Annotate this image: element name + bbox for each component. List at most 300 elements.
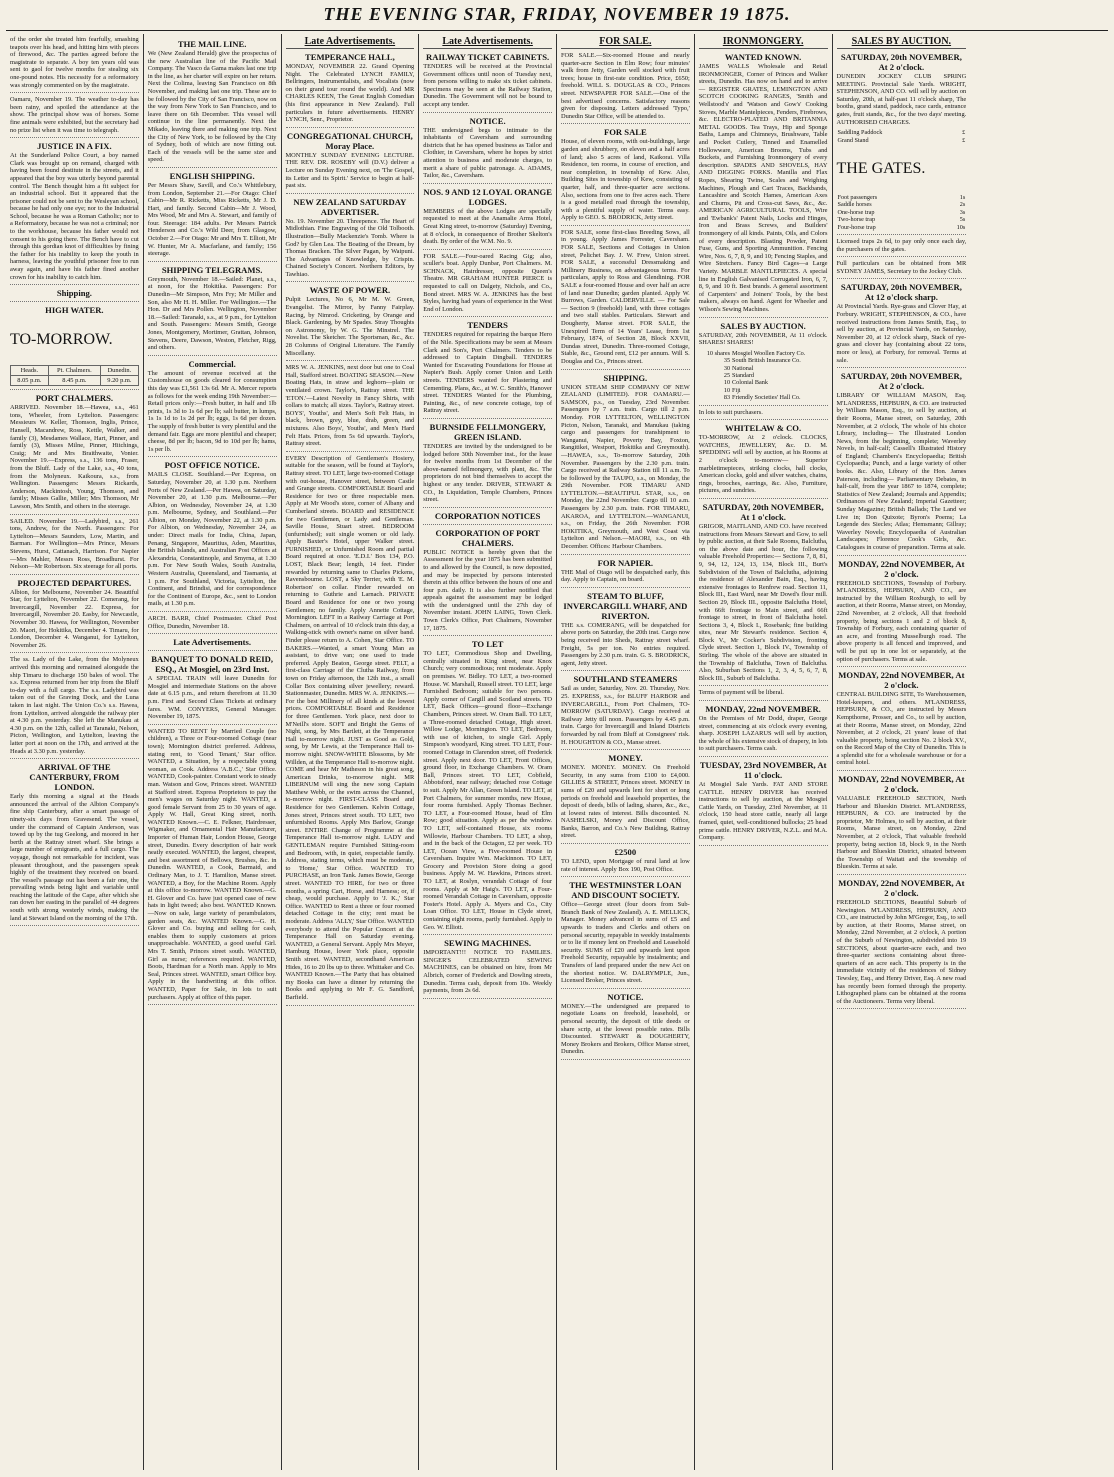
article-body: ARCH. BARR, Chief Postmaster. Chief Post Office, Dunedin, November 18. <box>147 615 277 630</box>
article-body: A SPECIAL TRAIN will leave Dunedin for Mosgiel and intermediate Stations on the above date at 6.15 p.m., and return therefrom at 11.30 p.m. First and Second Class Tickets at ordinary fares. WM. CONYERS, General Manager. November 19, 1875. <box>147 675 277 721</box>
article-title: HIGH WATER. <box>45 305 104 316</box>
article-divider <box>148 1004 277 1005</box>
article <box>148 171 277 258</box>
article-body: Greymouth, November 18.—Sailed: Planet, s.s., at noon, for the Hokitika. Passengers: For Dunedin—Mr Simpson, Mrs Fry; Mr Miller and Son, also Mr H. H. Miller. For Wellington.—The Hon. Dr and Mrs Pollen. Wellington, November 18.—Sailed: Taranaki, s.s., at 9 p.m., for Lyttelton and South. Passengers: Messrs Smith, George Jones, Montgomery, Mortimer, Grattan, Johnson, Stevens, Deere, Dawson, Weston, Fletcher, Rigg, and others. <box>147 275 277 352</box>
column-3 <box>282 34 420 1470</box>
share-row <box>699 365 828 372</box>
article-title: Late Advertisements. <box>173 637 252 648</box>
article-divider <box>286 451 415 452</box>
article-body: EVERY Description of Gentlemen's Hosiery, suitable for the season, will be found at Taylor's, Rattray street. TO LET, large two-roomed Cottage with out-house, Hanover street, between Castle and Grange streets. COMFORTABLE Board and Residence for two or three respectable men. Apply at Mr Wood's store, corner of Albany and Cumberland streets. BOARD and RESIDENCE for two Gentlemen, or Lady and Gentleman. Saville House, Stuart street. BEDROOM (unfurnished); suit single women or old lady. Apply Baxter's Hotel, upper Walker street. FURNISHED, or Unfurnished Room and partial Board required at once. 'E.D.I.' Box 134, P.O. LOST, Black Bear; length, 14 feet. Finder rewarded by returning same to Charles Pickens, Ravensbourne. LOST, a Sky Terrier, with 'E. M. Robertson' on collar. Finder rewarded on returning to Guthrie and Larnach. PRIVATE Board and Residence for one or two young Gentlemen; no family. Apply Annette Cottage, Mornington. LEFT in a Railway Carriage at Port Chalmers, on arrival of 10 o'clock train this day, a Walking-stick with owner's name on silver band. Finder please return to A. Cohen, Star Office. TO BAKERS.—Wanted, a smart Young Man as assistant, to drive van; one used to trade preferred. Apply Beaton, George street. FELT, a first-class Carriage of the Clutha Railway, from town on Friday afternoon, the 12th inst., a small Collar Box containing silver jewellery; reward. Stationmaster, Dunedin. MRS W. A. JENKINS.—For the best Millinery of all kinds at the lowest prices. COMFORTABLE Board and Residence for three Gentlemen. York place, next door to M'Neill's store. SOFT and Bright the Gems of Night, song, by Mrs Bartlett, at the Temperance Hall to-morrow night. JUST as Good as Gold, song, by Mr Lewis, at the Temperance Hall to-morrow night. SNOW-WHITE Blossoms, by Mr Willden, at the Temperance Hall to-morrow night. COME and hear Mr Matheson in his great song, American Drinks, to-morrow night. MR LIBERNUM will sing the new song Captain Matthew Webb, or the swim across the Channel, to-morrow night. FIRST-CLASS Board and Residence for two Gentlemen. Kelvin Cottage, Jones street, Princes street south. TO LET, two unfurnished Rooms. Apply Mrs Barlow, Grange street. ENTIRE Change of Programme at the Temperance Hall to-morrow night. LADY and GENTLEMAN require Furnished Sitting-room and Bedroom, with, in quiet, respectable family. Address, stating terms, which must be moderate, to 'Home,' Star Office. WANTED TO PURCHASE, an Iron Tank. James Bowie, George street. WANTED TO HIRE, for two or three months, a spring Cart, Horse, and Harness; or, if cheap, would purchase. Apply to 'J. K.,' Star Office. WANTED to Rent a three or four roomed detached Cottage in the city; rent must be moderate. Address 'ALLY,' Star Office. WANTED everybody to attend the Popular Concert at the Temperance Hall on Saturday evening. WANTED, a General Servant. Apply Mrs Meyer, Hamburg House, lower York place, opposite Smith street. WANTED, secondhand American Hides, 16 to 20 lbs up to three. Whittaker and Co. WANTED Known.—The Party that has obtained my Books can have a dinner by returning the Books and applying to Mr F. G. Sandford, Barfield. <box>285 454 415 1001</box>
article-title: SOUTHLAND STEAMERS <box>573 674 678 685</box>
article-body: We (New Zealand Herald) give the prospectus of the new Australian line of the Pacific Mail Company. The Vasco da Gama makes last one trip in the line, as her charter will expire on her return. Next the Colima, leaving San Francisco on 8th November, and making last one trip. These are to be followed by the City of San Francisco, now on the way from New York to San Francisco, and to leave there on 6th December. This vessel will continue in the line permanently. Next the Mikado, leaving there and making one trip. Next the City of New York, to be followed by the City of Sydney, both of which are now fitting out. Each of the vessels will be the same size and speed. <box>147 50 277 164</box>
article-body: No. 19. November 20. Threepence. The Heart of Midlothian. Fine Engraving of the Old Tolbooth. Illustration—Bully Mackenzie's Tomb. Where is God? by Glen Lea. The Boating of the Dream, by Thomas Bracken. The Silver Pagan, by Waipuni. The Advantages of Knowledge, by Crispin. Chained Society's Concert. Northern Editors, by Tawhiao. <box>285 217 415 278</box>
article-body: TENDERS required for repairing the barque Hero of the Nile. Specifications may be seen at Messrs Clark and Son's, Port Chalmers. Tenders to be addressed to Captain Dingball. TENDERS Wanted for Excavating Foundations for House at Napier's Bush. Apply corner Union and Leith streets. TENDERS wanted for Plastering and Cementing. Plans, &c., at W. C. Smith's, Hanover street. TENDERS Wanted for the Plumbing, Painting, &c., of new concrete cottage, top of Rattray street. <box>423 331 552 415</box>
share-qty: 10 shares <box>706 349 731 357</box>
article-divider <box>561 988 690 989</box>
charge-row <box>837 194 967 201</box>
article-title: CONGREGATIONAL CHURCH, Moray Place. <box>286 130 413 151</box>
article-body: THE undersigned begs to intimate to the inhabitants of Caversham and surrounding districts that he has opened business as Tailor and Clothier, in Caversham, where he hopes by strict attention to business and moderate charges, to merit a share of public patronage. A. ADAMS, Tailor, &c., Caversham. <box>423 126 552 180</box>
article <box>10 305 139 315</box>
article-body: Early this morning a signal at the Heads announced the arrival of the Albion Company's fine ship Canterbury, after a smart passage of ninety-six days from Gravesend. The vessel, under the command of Captain Anderson, was towed up by the tug Geelong, and moored in her berth at the Rattray street wharf. She brings a large number of emigrants, and a full cargo. The voyage, though not remarkable for incident, was pleasant throughout, and the passengers speak highly of the treatment they received on board. The vessel's passage out has been a fair one, the prevailing winds being light and variable until reaching the latitude of the Cape, after which she ran down her easting in the parallel of 44 degrees south with strong westerly winds, making the land at Stewart Island on the morning of the 17th. <box>10 793 139 922</box>
charge-row <box>837 224 967 231</box>
article-body: Licensed traps 2s 6d, to pay only once each day, the purchasers of the gates. <box>836 238 967 253</box>
article <box>148 460 277 608</box>
booth-fee: £ <box>962 129 966 137</box>
article <box>561 753 690 840</box>
article <box>148 359 277 454</box>
article-body: FOR SALE, some first-class Breeding Sows, all in young. Apply James Forrester, Caversham. FOR SALE, Sections and Cottages in Union street, Pelichet Bay. J. W. Frew, Union street. FOR SALE, a successful Dressmaking and Millinery Business, on advantageous terms. For particulars, apply to Ross and Glendining. FOR SALE a four-roomed House and over half an acre of land near Dunedin; garden planted. Apply W. Burrows, Garden. CALDERVILLE. — For Sale — Section 9 (freehold) land, with three cottages and two stall stables. Particulars. Stewart and Dougherty, Manse street. FOR SALE, the Unexpired Term of 14 Years' Lease, from 1st February, 1874, of Section 28, Block XXVII, Dundas street, Dunedin. Three-roomed Cottage, Stable, &c., Ground rent, £12 per annum. Will S. Douglas and Co., Princes street. <box>561 228 690 365</box>
article-body: Sail as under, Saturday, Nov. 20. Thursday, Nov. 25. EXPRESS, s.s., for BLUFF HARBOR and INVERCARGILL, From Port Chalmers, TO-MORROW (SATURDAY). Cargo received at Railway Jetty till noon. Passengers by 4.45 p.m. train. Cargo for Invercargill and Inland Districts forwarded by rail from Bluff at Consignees' risk. H. HOUGHTON & CO., Manse street. <box>561 685 690 746</box>
article-body: Albion, for Melbourne, November 24. Beautiful Star, for Lyttelton, November 22. Comerang, for Invercargill, November 22. Express, for Invercargill, November 20. Easby, for Newcastle, November 30. Hawea, for Wellington, November 20. Maori, for Hokitika, December 4. Timaru, for London, December 4. Wanganui, for Lyttelton, November 26. <box>10 588 139 649</box>
article-divider <box>423 249 552 250</box>
article-title: MONDAY, 22nd NOVEMBER, At 2 o'clock. <box>838 670 965 691</box>
column-heading: Late Advertisements. <box>423 36 552 49</box>
article-title: Shipping. <box>56 288 92 299</box>
article-divider <box>10 137 139 138</box>
share-row <box>699 357 828 364</box>
article <box>10 96 139 134</box>
article-body: WANTED TO RENT by Married Couple (no children), a Three or Four-roomed Cottage (near town); Mornington district preferred. Address, stating rent, to 'Good Tenant,' Star office. WANTED, a Situation, by a respectable young woman, as Cook. Address 'A.B.C.,' Star Office. WANTED, Cook-painter. Constant work to steady man. Watson and Gow, Princes street. WANTED at Stafford street. Express Proprietors to pay the men's wages on Saturday night. WANTED, a good female Servant from 25 to 30 years of age. Apply W. Hall, Great King street, north. WANTED Known.—C. E. Felkner, Hairdresser, Wigmaker, and Ornamental Hair Manufacturer, Importer of Human Hair, London House, George street, Dunedin. Every description of hair work neatly executed. WANTED, the largest, cheapest, and best assortment of Bellows, Brushes, &c. in Dunedin. WANTED, a Cook, Barmaid, and Ordinary Man, to J. T. Hamilton, Manse street. WANTED, a Boy, for the Machine Room. Apply at this office to-morrow. WANTED Known.—G. H. Glover and Co. have just opened case of new hats in light tweed; also best. WANTED Known.—Now on sale, large variety of perambulators, garden seats, &c. WANTED Known.—G. H. Glover and Co. buying and selling for cash, enables them to supply customers at prices unapproachable. WANTED, a good useful Girl. Mrs T. Smith, Princes street south. WANTED, Girl as nurse; references required. WANTED, Boots, Hardman for a North man. Apply to Mrs Seal, Princes street. WANTED, smart Office boy. Apply in the handwriting at this office. WANTED, Paper for Sale, in lots to suit purchasers. Apply at office of this paper. <box>147 727 277 1001</box>
article-divider <box>561 123 690 124</box>
article-divider <box>423 934 552 935</box>
article-title: £2500 <box>614 847 637 858</box>
charge-row <box>837 209 967 216</box>
article <box>286 285 415 357</box>
article-divider <box>10 574 139 575</box>
article-body: THE s.s. COMERANG, will be despatched for above ports on Saturday, the 20th inst. Cargo now being received into Sheds, Rattray street wharf. Freight, 5s per ton. No entries required. Passengers by 2.30 p.m. train. G. S. BRODRICK, agent, Jetty street. <box>561 621 690 667</box>
article-divider <box>837 874 967 875</box>
article <box>148 654 277 721</box>
article-title: Commercial. <box>188 358 236 369</box>
article-title: TEMPERANCE HALL, <box>304 52 395 62</box>
article-body: GRIGOR, MAITLAND, AND CO. have received instructions from Messrs Stewart and Gow, to sell by public auction, at their Sale Rooms, Balclutha, on the above date and hour, the following valuable Freehold Properties:— Sections 7, 8, 81, 9, 94, 12, 124, 13, 134, Block III., Burt's Subdivision of the Town of Balclutha, adjoining the residence of Alexander Bain, Esq., having extensive frontages to Renfrew road. Section 11, Block III., East Ward, near Mr Dowd's flour mill. Section 29, Block III., opposite Balclutha Hotel, with 66ft frontage to Main street, and 66ft frontage to street, in front of Balclutha hotel. Sections 3, 4, Block I., Rosebank; fine building sites, near Mr Stewart's residence. Section 4, Block V., Mr Cocker's Subdivision, fronting Clyde street. Section 1, Block IV., Township of Stirling. The whole of the above are situated in the Township of Balclutha, Town of Balclutha. Also, Suburban Sections 1, 2, 3, 4, 5, 6, 7, 8, Block III., Suburb of Balclutha. <box>698 522 828 682</box>
article <box>837 282 967 364</box>
article-divider <box>423 998 552 999</box>
article-title: SATURDAY, 20th NOVEMBER, At 1 o'clock. <box>702 501 824 522</box>
article-body: Office—George street (four doors from Sub-Branch Bank of New Zealand). A. E. MELLICK, Manager. Money advanced in sums of £5 and upwards to traders and Clerks and others on personal security, repayable in weekly instalments or to lie if money lent on Freehold and Leasehold security. SUMS of £20 and upwards lent upon Freehold Security, repayable by instalments; and Transfers of land prepared under the new Act on the shortest notice. W. DALRYMPLE, Jun., Licensed Broker, Princes street. <box>561 901 690 985</box>
article-divider <box>10 92 139 93</box>
article-divider <box>148 456 277 457</box>
charge-fee: 5s <box>959 216 966 224</box>
article-divider <box>286 193 415 194</box>
article-title: TENDERS <box>467 320 508 331</box>
article-divider <box>561 1059 690 1060</box>
article <box>10 393 139 510</box>
article-title: NOS. 9 AND 12 LOYAL ORANGE LODGES. <box>423 186 552 207</box>
article-title: ENGLISH SHIPPING. <box>169 170 255 181</box>
article-divider <box>10 284 139 285</box>
article <box>837 260 967 275</box>
article-body: MONEY. MONEY. MONEY. On Freehold Security, in any sums from £100 to £4,000. GILLIES & STREET, Princes street. MONEY in sums of £20 and upwards lent for short or long periods on freehold and leasehold properties, the deposit of deeds, bills of lading, shares, &c., &c., at lowest rates of interest. Bills discounted. N. NASHELSKI, Money and Discount Office, Banks, Barron, and Co.'s New Building, Rattray street. <box>561 764 690 840</box>
article-title: NEW ZEALAND SATURDAY ADVERTISER. <box>293 196 407 217</box>
article-title: SALES BY AUCTION. <box>720 320 806 331</box>
article-divider <box>699 419 828 420</box>
article-divider <box>10 758 139 759</box>
article-divider <box>423 183 552 184</box>
article-title: WHITELAW & CO. <box>725 423 802 434</box>
article-body: UNION STEAM SHIP COMPANY OF NEW ZEALAND (LIMITED). FOR OAMARU.—SAMSON, p.s., on Tuesday, 23rd November. Passengers by 7 a.m. train. Cargo till 2 p.m. Monday. FOR LYTTELTON, WELLINGTON Picton, Nelson, Taranaki, and Manukau (taking cargo and passengers for transhipment to Wanganui, Napier, Poverty Bay, Foxton, Rangitikei, Westport, Hokitika and Greymouth).—HAWEA, s.s., To-morrow Saturday, 20th November. Passengers by the 2.30 p.m. train. Cargo received at Railway Station till 11 a.m. To be followed by the TAUPO, s.s., on Monday, the 29th November. FOR TIMARU AND LYTTELTON.—BEAUTIFUL STAR, s.s., on Monday, the 22nd November. Cargo till 10 a.m. Passengers by 2.30 p.m. train. FOR TIMARU, AKAROA, and LYTTELTON.—WANGANUI, s.s., on Friday, the 26th November. FOR HOKITIKA, Greymouth, and West Coast via Lyttelton and Nelson.—MAORI, s.s., on 4th December. Offices: Harbour Chambers. <box>561 383 690 551</box>
article-body: MEMBERS of the above Lodges are specially requested to meet at the Anamalie Arms Hotel, Great King street, to-morrow (Saturday) Evening, at 8 o'clock, in consequence of Brother Skelton's death. By order of the W.M. No. 9. <box>423 207 552 246</box>
article <box>561 880 690 985</box>
charge-fee: 3s <box>959 208 966 216</box>
article <box>10 762 139 922</box>
article-divider <box>148 167 277 168</box>
article-title: THE MAIL LINE. <box>177 39 247 49</box>
article-divider <box>561 843 690 844</box>
share-name: Colonial Bank <box>732 379 768 387</box>
high-water-table <box>10 365 139 386</box>
article-body: FREEHOLD SECTIONS, Beautiful Suburb of Newington. M'LANDRESS, HEPBURN, AND CO., are instructed by John M'Gregor, Esq., to sell by auction, at their Rooms, Manse street, on Monday, 22nd November, at 2 o'clock, A portion of the Suburb of Newington, subdivided into 19 SECTIONS, about quarter-acre each, and two three-quarter sections containing about three-quarters of an acre each. This property is in the immediate vicinity of the residences of Sidney Tewsley, Esq., and Henry Driver, Esq. A new road has recently been formed through the property. Lithographed plans can be obtained at the rooms of the Auctioneers. Terms very liberal. <box>836 899 967 1005</box>
article-body: of the order she treated him fearfully, smashing teapots over his head, and hitting him with pieces of firewood, &c. The parties agreed before the magistrate to separate. A boy ten years old was sent to gaol for twelve months for stealing six one-pound notes. His necessity for a reformatory was strongly commented on by the magistrate. <box>10 36 139 89</box>
article-title: PORT CHALMERS. <box>35 393 114 404</box>
article-title: SEWING MACHINES. <box>444 938 532 949</box>
article-divider <box>837 234 967 235</box>
article <box>10 656 139 755</box>
article-title: STEAM TO BLUFF, INVERCARGILL WHARF, AND RIVERTON. <box>563 590 688 621</box>
article-title: SATURDAY, 20th NOVEMBER, At 2 o'clock. <box>840 52 962 72</box>
tide-heading: Pt. Chalmers. <box>48 366 100 376</box>
article-title: CORPORATION OF PORT CHALMERS. <box>435 527 540 548</box>
article-body: MONEY.—The undersigned are prepared to negotiate Loans on freehold, leasehold, or personal security, the deposit of title deeds or share scrip, at the lowest possible rates. Bills Discounted. STEWART & DOUGHERTY, Money Brokers and Brokers, Office Manse street, Dunedin. <box>561 1002 690 1056</box>
article-title: FOR SALE <box>604 127 647 138</box>
article <box>423 422 552 504</box>
article <box>699 423 828 495</box>
article-body: ARRIVED. November 18.—Hawea, s.s., 461 tons, Wheeler, from Lyttelton. Passengers: Messieurs W. Keller, Thomson, Inglis, Prince, Hansell, Macandrew, Ross, Kettle, Walker, and family (3), Mesdames Wallace, Hart, Pinner, and family (3), Misses Milne, Pinner, Hitchings, Craig; Mr and Mrs Braithwaite, Vonier. November 19.—Express, s.s., 136 tons, Fraser, from the Bluff. Lady of the Lake, s.s., 40 tons, from the Molyneux. Kaikoura, s.s., from Wellington. Passengers: Messrs Rickards, Anderson, Mackintosh, Young, Thomson, and family; Misses Gallie, Miller; Mrs Thomson, Mr Lawson, Mrs Smith, and others in the steerage. <box>10 404 139 510</box>
article-title: BURNSIDE FELLMONGERY, GREEN ISLAND. <box>429 421 546 442</box>
article <box>699 52 828 314</box>
booth-row <box>837 137 967 144</box>
article <box>423 528 552 633</box>
article <box>423 938 552 995</box>
tide-heading: Dunedin. <box>101 366 139 376</box>
column-7 <box>833 34 971 1470</box>
article-title: NOTICE. <box>469 115 506 126</box>
article <box>699 502 828 682</box>
article <box>286 364 415 448</box>
article-divider <box>699 845 828 846</box>
article <box>148 265 277 352</box>
article-divider <box>561 225 690 226</box>
article-body: Pulpit Lectures, No 6, Mr M. W. Green, Evangelist. The Mirror, by Fanny Fairplay. Racing, by Nimrod. Cricketing, by Orange and Black. Gardening, by Mr Spades. Stray Thoughts on Astronomy, by W. G. The Minstrel. The Novelist. The Sketcher. The Sportsman, &c., &c. 28 Columns of Original Literature. The Family Miscellany. <box>285 296 415 357</box>
article <box>10 578 139 650</box>
article-body: SATURDAY, 20th NOVEMBER, At 11 o'clock. SHARES! SHARES! <box>698 331 828 347</box>
article <box>837 774 967 871</box>
article-body: THE Mail of Otago will be despatched early, this day. Apply to Captain, on board. <box>561 568 690 584</box>
article-divider <box>148 261 277 262</box>
article <box>561 558 690 584</box>
article-divider <box>837 666 967 667</box>
booth-charges-table <box>837 129 967 144</box>
article-body: VALUABLE FREEHOLD SECTION, North Harbour and Blueskin District. M'LANDRESS, HEPBURN, & CO. are instructed by the proprietor, Mr Holmes, to sell by auction, at their Rooms, Manse street, on Monday, 22nd November, at 2 o'clock, That valuable freehold property, being section 18, block 9, in the North Harbour and Blueskin District, situated between the Township of Waitati and the township of Blueskin. Terms at sale. <box>836 795 967 871</box>
article-body: TENDERS will be received at the Provincial Government offices until noon of Tuesday next, from persons willing to make six ticket cabinets. Specimens may be seen at the Railway Station, Dunedin. The Government will not be bound to accept any tender. <box>423 63 552 108</box>
article-body: FOR SALE.—Six-roomed House and nearly quarter-acre Section in Elm Row; four minutes' walk from Jetty, Garden well stocked with fruit trees; house in first-rate condition. Price, £650; freehold. WILL S. DOUGLAS & CO., Princes street. NEWSPAPER FOR SALE.—One of the best advertised concerns. Satisfactory reasons given for disposing. Letters addressed 'Typo,' Dunedin Star Office, will be attended to. <box>561 52 690 120</box>
masthead-title: THE EVENING STAR, FRIDAY, NOVEMBER 19 1875. <box>323 4 791 24</box>
article-title: TO LET <box>471 639 504 650</box>
article-body: PUBLIC NOTICE is hereby given that the Assessment for the year 1875 has been submitted to and allowed by the Council, is now deposited, and may be inspected by persons interested therein at this office between the hours of one and four p.m. daily. It is also further notified that appeals against the assessment may be lodged with the undersigned until the 27th day of November instant. JOHN LAING, Town Clerk. Town Clerk's Office, Port Chalmers, November 17, 1875. <box>423 548 552 632</box>
article-title: CORPORATION NOTICES <box>434 510 541 521</box>
charge-fee: 1s <box>959 193 966 201</box>
article <box>148 39 277 164</box>
article-title: MONEY. <box>608 753 643 764</box>
article-body: In lots to suit purchasers. <box>698 408 763 416</box>
article-title: WANTED KNOWN. <box>724 52 802 62</box>
share-row <box>699 394 828 401</box>
article-title: RAILWAY TICKET CABINETS. <box>426 52 550 62</box>
article-body: IMPORTANT!!! NOTICE TO FAMILIES. SINGER'S CELEBRATED SEWING MACHINES, can be obtained on hire, from Mr Albrich, corner of Frederick and Dowling streets, Dunedin. Terms cash, deposit from 10s. Weekly payments, from 2s 6d. <box>423 949 552 995</box>
tide-time: 9.20 p.m. <box>101 376 139 386</box>
share-qty: 35 <box>723 357 731 365</box>
article-divider <box>423 635 552 636</box>
article-divider <box>10 301 139 302</box>
article <box>837 238 967 253</box>
article-title: MONDAY, 22nd NOVEMBER. <box>705 704 821 715</box>
article-divider <box>561 876 690 877</box>
article-body: Per Messrs Shaw, Savill, and Co.'s Whittlebury, from London, September 21.—For Otago: Chief Cabin—Mr R. Ricketts, Miss Ricketts, Mr J. D. Hart, and family. Second Cabin—Mr J. Wood, Mrs Wood, Mr and Mrs A. Stewart, and family of four. Steerage: 184 adults. Per Messrs Patrick Henderson and Co.'s Wild Deer, from Glasgow, October 2.—For Otago: Mr and Mrs T. Elliott, Mr W. Hunter, Mr A. Macfarlane, and family; 156 steerage. <box>147 181 277 258</box>
article-divider <box>837 367 967 368</box>
article-title: MONDAY, 22nd NOVEMBER, At 2 o'clock. <box>838 558 965 579</box>
share-qty: 83 <box>723 394 731 402</box>
share-name: Friendly Societies' Hall Co. <box>732 394 801 402</box>
article-divider <box>837 770 967 771</box>
article-body: FREEHOLD SECTIONS, Township of Forbury. M'LANDRESS, HEPBURN, AND CO., are instructed by the William Roxburgh, to sell by auction, at their Rooms, Manse street, on Monday, 22nd November, at 2 o'clock, All that freehold property, being sections 1 and 2 of block 8, Township of Forbury, each containing quarter of an acre, and fronting Musselburgh road. The above property is all fenced and improved, and will be put up in one lot or separately, at the option of purchasers. Terms at sale. <box>836 579 967 663</box>
article-body: The ss. Lady of the Lake, from the Molyneux arrived this morning and remained alongside the ship Timaru to discharge 150 bales of wool. The s.s. Express returned from her trip from the Bluff to-day with a full cargo. The s.s. Ladybird was taken out of the Graving Dock, and the Luna taken in last night. The Union Co.'s s.s. Hawea, from Lyttelton, arrived alongside the railway pier at 4.30 p.m. yesterday. She left the Manukau at 4.30 p.m. on the 12th, called at Taranaki, Nelson, Picton, Wellington, and Lyttelton, leaving the latter port at noon on the 17th, and arrived at the Heads at 3.30 p.m. yesterday. <box>10 656 139 755</box>
article-body: TO LEND, upon Mortgage of rural land at low rate of interest. Apply Box 190, Post Office. <box>561 858 690 873</box>
article-body: DUNEDIN JOCKEY CLUB SPRING MEETING. Provincial Sale Yards. WRIGHT, STEPHENSON, AND CO. will sell by auction on Saturday, 20th, at half-past 11 o'clock sharp, The booths, grand stand, paddock, race cards, entrance gates, fruit stands, &c., for the two days' meeting. AUTHORISED CHARGES. <box>836 73 967 126</box>
column-container <box>6 34 1108 1470</box>
column-6 <box>695 34 833 1470</box>
article-body: At Mosgiel Sale Yards. FAT AND STORE CATTLE. HENRY DRIVER has received instructions to sell by auction, at the Mosgiel Cattle Yards, on Tuesday, 23rd November, at 11 o'clock, 150 head store cattle, nearly all large framed, quiet, well-conditioned bullocks; 25 head prime cattle. HENRY DRIVER, N.Z.L. and M.A. Company. <box>698 781 828 842</box>
article-divider <box>423 524 552 525</box>
article <box>286 455 415 1002</box>
article-divider <box>286 127 415 128</box>
article-body: MONDAY, NOVEMBER 22. Grand Opening Night. The Celebrated LYNCH FAMILY, Bellringers, Instrumentalists, and Vocalists (now on their grand tour round the world). And MR CHARLES KEEN, The Great English Comedian (his first appearance in New Zealand). Full particulars in future advertisements. HENRY LYNCH, Senr., Proprietor. <box>285 63 415 124</box>
article-divider <box>561 587 690 588</box>
article <box>561 127 690 222</box>
article-body: FOR SALE.—Four-oared Racing Gig; also, sculler's boat. Apply Dunbar, Port Chalmers. M. SCHNACK, Hairdresser, opposite Queen's Theatre. MR GRAHAM HUNTER PIERCE is requested to call on Dalgety, Nichols, and Co., Bond street. MRS W. A. JENKINS has the best Styles, having had years of experience in the West End of London. <box>423 252 552 313</box>
article-body: The amount of revenue received at the Customhouse on goods cleared for consumption this day was £1,561 13s 6d. Mr A. Mercer reports as follows for the week ending 19th November:—Retail prices only:—Fresh butter, in half and 1lb prints, 1s 3d to 1s 6d per lb; salt butter, in lumps, 1s 1s 1d to 1s 2d per lb; eggs, 1s 6d per dozen. The supply of fresh butter is very plentiful and the demand fair. Eggs are more plentiful and cheaper; cheese, 8d per lb; bacon, 9d to 10d per lb; hams, 1s per lb. <box>147 369 277 453</box>
article <box>148 615 277 630</box>
booth-fee: £ <box>962 136 966 144</box>
article-divider <box>699 317 828 318</box>
article <box>699 321 828 347</box>
article-divider <box>561 749 690 750</box>
tide-time: 8.05 p.m. <box>11 376 49 386</box>
article-divider <box>699 498 828 499</box>
article <box>699 689 828 697</box>
charge-row <box>837 201 967 208</box>
article <box>561 52 690 120</box>
charge-fee: 10s <box>956 223 966 231</box>
article <box>837 52 967 126</box>
share-row <box>699 372 828 379</box>
masthead <box>0 0 1114 34</box>
article <box>699 704 828 753</box>
article-title: SATURDAY, 20th NOVEMBER, At 12 o'clock sharp. <box>840 282 962 303</box>
share-name: Mosgiel Woollen Factory Co. <box>732 349 806 357</box>
article-title: POST OFFICE NOTICE. <box>164 460 260 471</box>
article-divider <box>837 555 967 556</box>
article-body: LIBRARY OF WILLIAM MASON, Esq. M'LANDRESS, HEPBURN, & CO. are instructed by William Mason, Esq., to sell by auction, at their Rooms, Manse street, on Saturday, 20th November, at 2 o'clock, The whole of his choice Library, including— The Illustrated London News, from the beginning, complete; Waverley Novels, in half-calf; Cassell's Illustrated History of England; Chambers's Encyclopaedia; British Cyclopaedia; Punch, and a large variety of other books. &c. Also, Library of the Hon. James Paterson, including— Parliamentary Debates, in half-calf, from the year 1867 to 1874, complete; Statistics of New Zealand; Journals and Appendix; Ordinances of New Zealand; Imperial Gazetteer; Sunday Magazine; British Ballads; The Land we Live in; Don Quixote; Byron's Poems; La Legende des Siecles; Atlas; Hemsmann; Gillray; Waverley Novels; Encyclopaedia of Australian Landscapes; Florence Cook's Girls, &c. Catalogues in course of preparation. Terms at sale. <box>836 392 967 551</box>
article-body: TO LET, Commodious Shop and Dwelling, centrally situated in King street, near Knox Church; very commodious; rent moderate. Apply on premises. W. Bidley. TO LET, a two-roomed House. W. Marshall, Russell street. TO LET, large Furnished Bedroom; suitable for two persons. Apply corner of Cargill and Scotland streets. TO LET, Back Offices—ground floor—Exchange Chambers, Princes street. W. Oram Ball. TO LET, a Three-roomed detached Cottage, High street. Willow Lodge, Mornington. TO LET, Bedroom, with use of kitchen, to single Girl. Apply Simpson's woodyard, King street. TO LET, Four-roomed Cottage in Clarendon street, off Frederick street. Apply next door. TO LET, Front Offices, ground floor, in Exchange Chambers. W. Oram Ball, Princes street. TO LET, Cobfield, Abbotsford, near railway; detached rose Cottage to suit. Apply Mr Allan, Green Island. TO LET, at Port Chalmers, for summer months, new House, four rooms furnished. Apply Thomas Bechner. TO LET, a Four-roomed House, head of Elm Row; good situation. Apply as per the window. TO LET, self-contained House, six rooms Willowie, Harbour Chambers. TO LET, a shop, and in the back of the Octagon, £2 per week. TO LET, Ocean View, a Five-roomed House in Caversham. Inquire Wm. Mackinnon. TO LET, Grocery and Provision Store doing a good business. Apply M. W. Hawkins, Princes street. TO LET, at Roslyn, verandah Cottage of four rooms. Apply at Mr Haig's. TO LET, a Four-roomed Verandah Cottage in Caversham, opposite Foster's Hotel. Apply A. Myers and Co., City Loan Office. TO LET, House in Clyde street, containing eight rooms, partly furnished. Apply to Geo. W. Elliott. <box>423 650 552 931</box>
article-divider <box>10 652 139 653</box>
column-2 <box>144 34 282 1470</box>
article <box>561 373 690 551</box>
article-divider <box>148 724 277 725</box>
charge-row <box>837 216 967 223</box>
article <box>423 116 552 180</box>
share-name: Standard <box>732 372 755 379</box>
charge-item: Foot passengers <box>837 193 878 201</box>
gates-label: THE GATES. <box>836 159 926 177</box>
article-divider <box>423 112 552 113</box>
article-divider <box>423 316 552 317</box>
article-divider <box>10 389 139 390</box>
article <box>423 320 552 415</box>
article-title: MONDAY, 22nd NOVEMBER, At 2 o'clock. <box>838 774 965 795</box>
article-divider <box>699 700 828 701</box>
article <box>561 674 690 746</box>
article-divider <box>561 554 690 555</box>
article-divider <box>699 756 828 757</box>
masthead-rule <box>6 30 1108 31</box>
column-5 <box>557 34 695 1470</box>
column-4 <box>419 34 557 1470</box>
column-1 <box>6 34 144 1470</box>
article-body: MAILS CLOSE. Southland.—Per Express, on Saturday, November 20, at 1.30 p.m. Northern Ports of New Zealand.—Per Hawea, on Saturday, November 20, at 1.30 p.m. Melbourne.—Per Albion, on Wednesday, November 24, at 1.30 p.m. Melbourne, Sydney, and Southland.—Per Albion, on Monday, November 22, at 1.30 p.m. For Albion, on Wednesday, November 24, as under: Direct mails for India, China, Japan, Penang, Singapore, Mauritius, Aden, Mauritius, the British Islands, and Australian Post Offices at Alexandria, Constantinople, and Smyrna, at 1.30 p.m. For New South Wales, South Australia, Western Australia, Queensland, and Tasmania, at 1 p.m. For Southland, Victoria, Lyttelton, the Continent, and Brindisi, and for correspondence for the Continent of Europe, &c., sent to London mails, at 1.30 p.m. <box>147 471 277 608</box>
article <box>286 131 415 190</box>
article <box>837 670 967 767</box>
article-title: JUSTICE IN A FIX. <box>37 141 112 152</box>
tide-time: 8.45 p.m. <box>48 376 100 386</box>
article-body: At the Sunderland Police Court, a boy named Clark was brought up on remand, charged with having been found destitute in the streets, and it appeared that the boy was utterly beyond parental control. The Bench thought him a fit subject for an industrial school. But it appeared that the prisoner could not be sent to the Wesleyan school, because he had only one eye; nor to the Industrial School, because he was a Roman Catholic; nor to a Reformatory, because he was not a criminal; nor to the workhouse, because his father would not consent to his going there. The Bench have to cut through this gordian knot of difficulties by fining the father for his inability to keep the youth in harness, leaving the youthful prisoner free to run away again, and have his father fined another crown for his inability to catch him. <box>10 152 139 281</box>
share-name: Fiji <box>732 386 741 394</box>
article-divider <box>561 670 690 671</box>
article-title: NOTICE. <box>607 991 644 1002</box>
article-body: MRS W. A. JENKINS, next door but one to Coal Hall, Stafford street. BOATING SEASON.—New Boating Hats, in straw and leghorn—plain or ventilated crown. Taylor's, Rattray street. THE 'ETON.'—Latest Novelty in Fancy Shirts, with collars to match; all sizes. Taylor's, Rattray street. BOYS', Youths', and Men's Soft Felt Hats, in black, brown, grey, blue, drab, green, and mixtures. Also Boys', Youths', and Men's Hard Felt Hats. Prices, from 5s 6d upwards. Taylor's, Rattray street. <box>285 364 415 448</box>
article <box>10 141 139 281</box>
article-title: BANQUET TO DONALD REID, ESQ., At Mosgiel, on 23rd Inst. <box>151 654 274 675</box>
article <box>837 559 967 664</box>
article <box>423 639 552 931</box>
article <box>561 229 690 366</box>
article-divider <box>699 685 828 686</box>
article-divider <box>423 418 552 419</box>
column-heading: Late Advertisements. <box>286 36 415 49</box>
column-heading: SALES BY AUCTION. <box>837 36 967 49</box>
article-body: MONTHLY SUNDAY EVENING LECTURE. THE REV. DR. ROSEBY will (D.V.) deliver a Lecture on Sunday Evening next, on 'The Gospel, its Letter and its Spirit.' Service to begin at half-past six. <box>285 151 415 190</box>
column-heading: FOR SALE. <box>561 36 690 49</box>
article-title: SATURDAY, 20th NOVEMBER, At 2 o'clock. <box>840 371 962 392</box>
article-title: SHIPPING TELEGRAMS. <box>161 264 263 275</box>
share-row <box>699 350 828 357</box>
charge-item: Two-horse trap <box>837 216 876 224</box>
article-title: WASTE OF POWER. <box>309 285 391 296</box>
share-qty: 10 <box>723 379 731 387</box>
gate-charges-table <box>837 194 967 231</box>
charge-item: Four-horse trap <box>837 223 876 231</box>
column-heading: IRONMONGERY. <box>699 36 828 49</box>
article <box>10 36 139 89</box>
share-qty: 10 <box>723 386 731 394</box>
article-body: TENDERS are invited by the undersigned to be lodged before 30th November inst., for the lease for twelve months from 1st December of the above-named fellmongery, with plant, &c. The proprietors do not bind themselves to accept the highest or any tender. DRIVER, STEWART & CO., In Liquidation, Temple Chambers, Princes street. <box>423 442 552 504</box>
article-divider <box>286 281 415 282</box>
tide-heading: Heads. <box>11 366 49 376</box>
booth-item: Grand Stand <box>837 136 869 144</box>
article <box>837 371 967 551</box>
article-divider <box>286 360 415 361</box>
article-divider <box>10 514 139 515</box>
charge-item: One-horse trap <box>837 208 875 216</box>
article-body: JAMES WALLS Wholesale and Retail IRONMONGER, Corner of Princes and Walker streets, Dunedin. Has now on hand and to arrive— REGISTER GRATES, LEMINGTON AND SCOTCH COOKING RANGES, 'Smith and Wellstood's' and 'Watson and Gow's' Cooking Stoves, Marble Mantelpieces, Fenders, Firebrows, &c. ELECTRO-PLATED AND BRITANNIA METAL GOODS. Tea Trays, Hip and Sponge Baths, Lamps and Chimneys, Brushware, Table and Pocket Cutlery, Tinned and Enamelled Hollowware, American Brooms, Tubs and Buckets, and Furnishing Ironmongery of every description. SPADES AND SHOVELS, HAY AND DIGGING FORKS. Manilla and Flax Ropes, Shearing Twine, Scales and Weighing Machines, Plough and Cart Traces, Backbands, Lancashire and Scotch Hames, American Axes and Churns, Pit and Cross-cut Saws, &c., &c. AMERICAN AGRICULTURAL TOOLS, Wire and 'Ewbank's' Patent Nails, Locks and Hinges, Iron and Brass Screws, and Builders' Ironmongery of all kinds. Paints, Oils, and Colors of every description. Blasting Powder, Patent Fuse, Guns, and Sporting Ammunition. Fencing Wire, Nos. 6, 7, 8, 9, and 10; Fencing Staples, and Wire Stretchers. Fancy Bird Cages—a Large Variety. MARBLE MANTLEPIECES. A special line in English Galvanised Corrugated Iron, 6, 7, 8, 9, and 10 ft. Best brands. A general assortment of Carpenters' and Joiners' Tools, by the best makers, always on hand. Agent for Wheeler and Wilson's Sewing Machines. <box>698 63 828 313</box>
share-name: South British Insurance Co. <box>732 357 801 365</box>
article-title: MONDAY, 22nd NOVEMBER, At 2 o'clock. <box>838 878 965 898</box>
article <box>286 197 415 279</box>
article-body: Oamaru, November 19. The weather to-day has been rainy, and spoiled the attendance at the show. The principal show was of horses. Some fine animals were exhibited, but the secretary had no prize list when it was time to telegraph. <box>10 96 139 134</box>
article <box>561 992 690 1056</box>
article <box>10 518 139 571</box>
article-title: FOR NAPIER. <box>597 557 654 568</box>
article-body: House, of eleven rooms, with out-buildings, large garden and shrubbery, on eleven and a half acres of land; also 5 acres of land, Kaikorai. Villa Residence, ten rooms, in course of erection, and near completion, in township of Kew. Also, Building Sites in township of Kew, consisting of quarter, half, and three-quarter acre sections. Also, sections from one to five acres each. There is a good metalled road through the township, with a plentiful supply of water. Terms easy. Apply to GEO. S. BRODRICK, Jetty street. <box>561 138 690 222</box>
article-title: ARRIVAL OF THE CANTERBURY, FROM LONDON. <box>29 762 120 793</box>
article-title: SHIPPING. <box>603 372 648 383</box>
charge-item: Saddle horses <box>837 201 872 209</box>
article <box>561 591 690 668</box>
share-qty: 25 <box>723 372 731 379</box>
article-body: Terms of payment will be liberal. <box>698 689 784 697</box>
article-title: THE WESTMINSTER LOAN AND DISCOUNT SOCIETY. <box>569 880 682 901</box>
article-body: At Provincial Yards. Rye-grass and Clover Hay, at Forbury. WRIGHT, STEPHENSON, & CO., have received instructions from James Smith, Esq., to sell by auction, at Provincial Yards, on Saturday, November 20, at 12 o'clock sharp, Stack of rye-grass and clover hay (containing about 22 tons, more or less), at Forbury, for removal. Terms at sale. <box>836 303 967 364</box>
article-divider <box>148 633 277 634</box>
article <box>561 847 690 873</box>
article-divider <box>423 507 552 508</box>
article-body: Full particulars can be obtained from MR SYDNEY JAMES, Secretary to the Jockey Club. <box>836 260 967 275</box>
tides-tomorrow: TO-MORROW. <box>10 331 113 349</box>
share-name: National <box>732 364 754 372</box>
article-body: On the Premises of Mr Dodd, draper, George street, commencing at six o'clock every evening, sharp. JOSEPH LAZARUS will sell by auction, the whole of his extensive stock of drapery, in lots to suit purchasers. Terms cash. <box>698 715 828 753</box>
charge-fee: 2s <box>959 201 966 209</box>
article-divider <box>148 355 277 356</box>
article <box>699 409 828 417</box>
article-divider <box>286 1005 415 1006</box>
article <box>148 728 277 1001</box>
article <box>286 52 415 124</box>
article-title: PROJECTED DEPARTURES. <box>17 577 132 588</box>
article-divider <box>561 369 690 370</box>
article-title: TUESDAY, 23rd NOVEMBER, At 11 o'clock. <box>699 760 827 780</box>
article <box>423 511 552 521</box>
article <box>699 760 828 842</box>
share-row <box>699 387 828 394</box>
article-divider <box>837 256 967 257</box>
article-divider <box>10 925 139 926</box>
article-divider <box>837 278 967 279</box>
share-row <box>699 379 828 386</box>
shares-table <box>699 350 828 402</box>
article-body: TO-MORROW, At 2 o'clock. CLOCKS, WATCHES, JEWELLERY, &c. D. M. SPEDDING will sell by auction, at his Rooms at 2 o'clock to-morrow— Superior marbletimepieces, striking clocks, hall clocks, American clocks, gold and silver watches, chains, rings, brooches, earrings, &c. Also, Furniture, pictures, and sundries. <box>698 434 828 495</box>
article <box>148 637 277 647</box>
article-divider <box>837 1008 967 1009</box>
share-qty: 30 <box>723 364 731 372</box>
article <box>423 253 552 314</box>
article-divider <box>148 611 277 612</box>
article-divider <box>148 650 277 651</box>
booth-row <box>837 129 967 136</box>
article-divider <box>699 405 828 406</box>
article-body: CENTRAL BUILDING SITE, To Warehousemen, Hotel-keepers, and others. M'LANDRESS, HEPBURN, & CO., are instructed by Messrs Kempthorne, Prosser, and Co., to sell by auction, at their Rooms, Manse street, on Monday, 22nd November, at 2 o'clock, 21 years' lease of that valuable property, being section No. 2 block XV., on the Record Map of the City of Dunedin. This is a splendid site for a wholesale warehouse or for a central hotel. <box>836 691 967 767</box>
booth-item: Saddling Paddock <box>837 129 883 137</box>
article <box>10 288 139 298</box>
article <box>423 52 552 109</box>
